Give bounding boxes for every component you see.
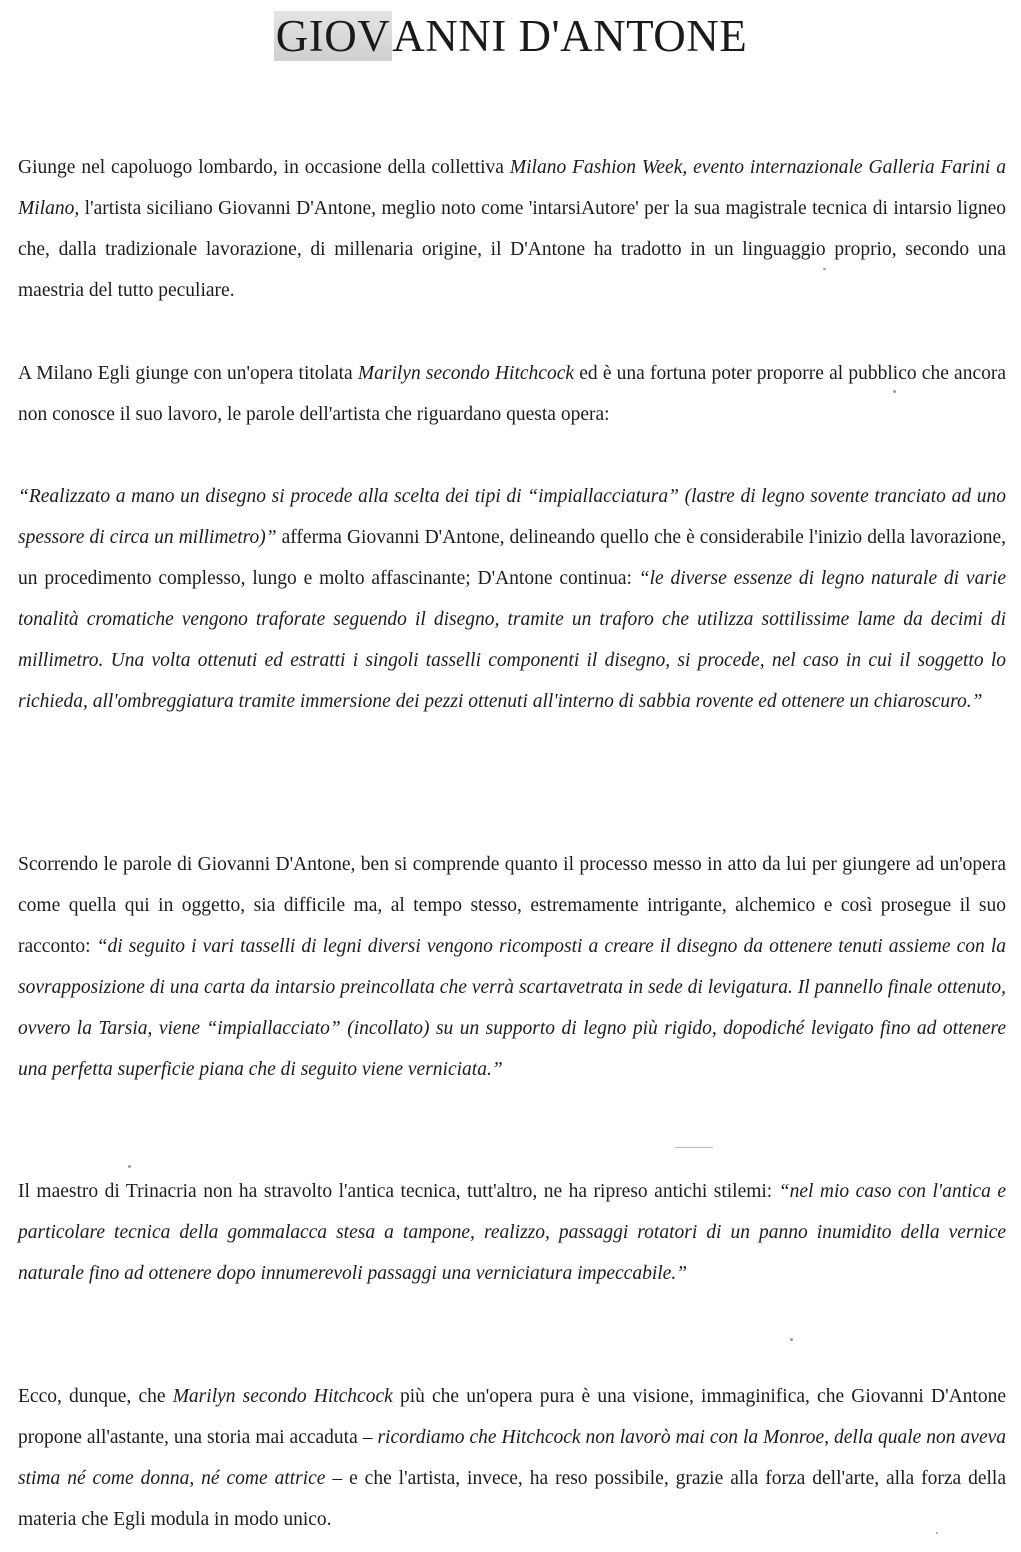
scan-line [675, 1147, 713, 1148]
text-run: Giunge nel capoluogo lombardo, in occasione della collettiva [18, 157, 510, 178]
italic-text-run: “le diverse essenze di legno naturale di varie tonalità cromatiche vengono traforate seguendo il disegno, tramite un traforo che utilizza sottilissime lame da decimi di millimetro. Una volta ottenuti ed estratti i singoli tasselli componenti il disegno, si procede, nel caso in cui il soggetto lo richieda, all'ombreggiatura tramite immersione dei pezzi ottenuti all'interno di sabbia rovente ed ottenere un chiaroscuro.” [18, 568, 1006, 712]
italic-text-run: “Realizzato a mano un disegno si procede alla scelta dei tipi di “impiallacciatura” (lastre di legno sovente tranciato ad uno spessore di circa un millimetro)” [18, 486, 1006, 548]
italic-text-run: Milano Fashion Week, evento internazionale Galleria Farini a Milano, [18, 157, 1006, 219]
scan-speck [823, 268, 826, 270]
text-run: l'artista siciliano Giovanni D'Antone, meglio noto come 'intarsiAutore' per la sua magistrale tecnica di intarsio ligneo che, dalla tradizionale lavorazione, di millenaria origine, il D'Antone ha tradotto in un linguaggio proprio, secondo una maestria del tutto peculiare. [18, 198, 1006, 301]
text-run: A Milano Egli giunge con un'opera titolata [18, 363, 358, 384]
scan-speck [893, 390, 896, 393]
paragraph-3 [18, 476, 1006, 722]
italic-text-run: Marilyn secondo Hitchcock [357, 363, 575, 384]
italic-text-run: ricordiamo che Hitchcock non lavorò mai con la Monroe, della quale non aveva stima né come donna, né come attrice [18, 1427, 1007, 1489]
scan-speck [790, 1338, 793, 1341]
title-highlight: GIOV [275, 11, 391, 61]
text-run: Ecco, dunque, che [18, 1386, 173, 1407]
text-run: Scorrendo le parole di Giovanni D'Antone, ben si comprende quanto il processo messo in atto da lui per giungere ad un'opera come quella qui in oggetto, sia difficile ma, al tempo stesso, estremamente intrigante, alchemico e così prosegue il suo racconto: [18, 854, 1006, 957]
paragraph-4 [18, 844, 1006, 1090]
italic-text-run: “nel mio caso con l'antica e particolare tecnica della gommalacca stesa a tampone, realizzo, passaggi rotatori di un panno inumidito della vernice naturale fino ad ottenere dopo innumerevoli passaggi una verniciatura impeccabile.” [18, 1181, 1006, 1284]
document-title [0, 10, 1021, 62]
scan-speck [128, 1165, 131, 1168]
paragraph-1 [18, 147, 1006, 311]
text-run: ed è una fortuna poter proporre al pubblico che ancora non conosce il suo lavoro, le parole dell'artista che riguardano questa opera: [18, 363, 1007, 425]
paragraph-6 [18, 1376, 1006, 1540]
text-run: – e che l'artista, invece, ha reso possibile, grazie alla forza dell'arte, alla forza della materia che Egli modula in modo unico. [18, 1468, 1006, 1530]
text-run: afferma Giovanni D'Antone, delineando quello che è considerabile l'inizio della lavorazione, un procedimento complesso, lungo e molto affascinante; D'Antone continua: [18, 527, 1006, 589]
paragraph-2 [18, 353, 1006, 435]
paragraph-5 [18, 1171, 1006, 1294]
italic-text-run: “di seguito i vari tasselli di legni diversi vengono ricomposti a creare il disegno da ottenere tenuti assieme con la sovrapposizione di una carta da intarsio preincollata che verrà scartavetrata in sede di levigatura. Il pannello finale ottenuto, ovvero la Tarsia, viene “impiallacciato” (incollato) su un supporto di legno più rigido, dopodiché levigato fino ad ottenere una perfetta superficie piana che di seguito viene verniciata.” [18, 936, 1006, 1080]
scan-speck [936, 1532, 938, 1534]
text-run: Il maestro di Trinacria non ha stravolto l'antica tecnica, tutt'altro, ne ha ripreso antichi stilemi: [18, 1181, 779, 1202]
text-run: più che un'opera pura è una visione, immaginifica, che Giovanni D'Antone propone all'astante, una storia mai accaduta – [18, 1386, 1007, 1448]
italic-text-run: Marilyn secondo Hitchcock [172, 1386, 393, 1407]
title-rest: ANNI D'ANTONE [392, 11, 748, 61]
